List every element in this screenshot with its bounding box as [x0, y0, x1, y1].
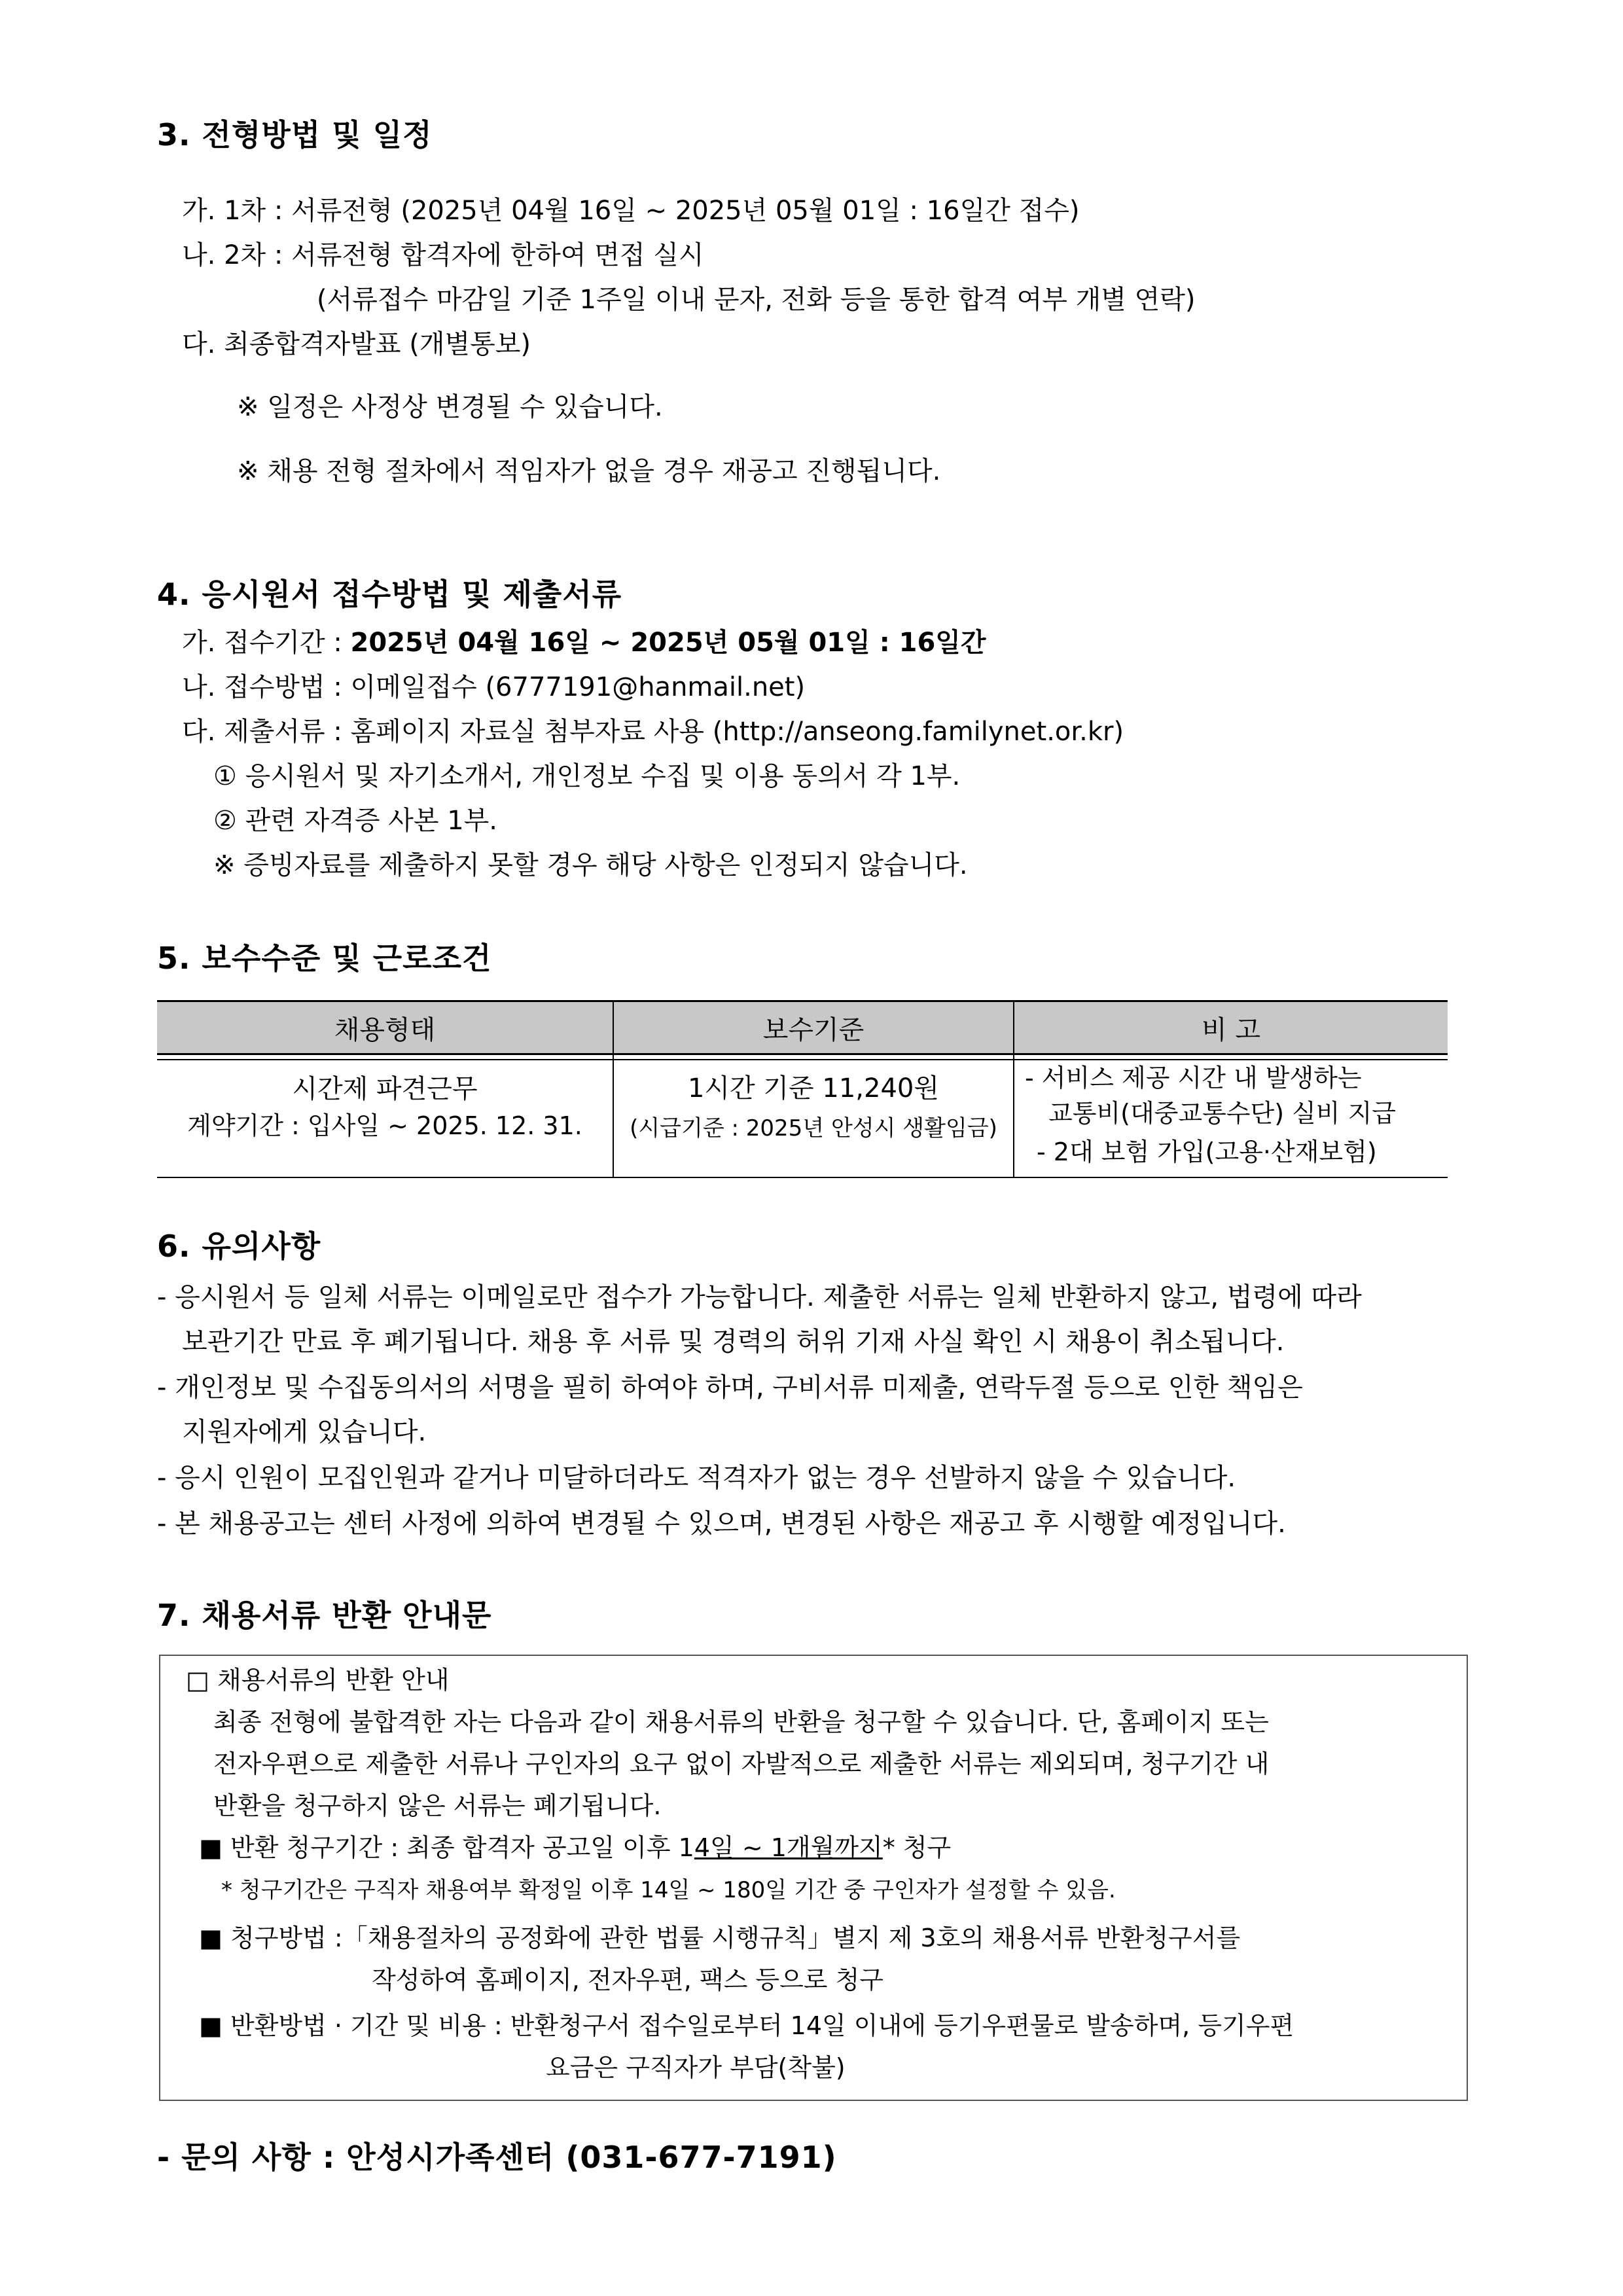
section-7-title: 7. 채용서류 반환 안내문	[157, 1598, 492, 1633]
return-request-period-note: * 청구기간은 구직자 채용여부 확정일 이후 14일 ~ 180일 기간 중 구인자가 설정할 수 있음.	[221, 1877, 1116, 1903]
section-4-method: 나. 접수방법 : 이메일접수 (6777191@hanmail.net)	[182, 672, 806, 702]
pay-table-header-pay: 보수기준	[762, 1014, 865, 1045]
employment-type: 시간제 파견근무	[292, 1074, 478, 1104]
section-4-title: 4. 응시원서 접수방법 및 제출서류	[157, 577, 622, 612]
box-intro-line-2: 전자우편으로 제출한 서류나 구인자의 요구 없이 자발적으로 제출한 서류는 제외되며, 청구기간 내	[213, 1749, 1270, 1778]
note-line-2: 교통비(대중교통수단) 실비 지급	[1048, 1099, 1397, 1128]
pay-table-header-note: 비 고	[1202, 1014, 1260, 1045]
section-5-title: 5. 보수수준 및 근로조건	[157, 941, 492, 976]
section-4-doc-2: ② 관련 자격증 사본 1부.	[213, 806, 498, 836]
section-3-title: 3. 전형방법 및 일정	[157, 117, 433, 152]
section-4-period	[182, 622, 986, 659]
pay-table-cell-type	[157, 1071, 613, 1144]
pay-table-cell-note	[1025, 1060, 1444, 1173]
pay-table	[157, 1000, 1448, 1178]
section-4-period-value: 2025년 04월 16일 ~ 2025년 05월 01일 : 16일간	[350, 628, 986, 658]
pay-table-cell-pay	[614, 1068, 1013, 1148]
return-method-line-1: ■ 반환방법 · 기간 및 비용 : 반환청구서 접수일로부터 14일 이내에 등기우편물로 발송하며, 등기우편	[199, 2011, 1294, 2040]
return-request-period-label: ■ 반환 청구기간 : 최종 합격자 공고일 이후 1	[199, 1833, 694, 1862]
section-3-item-3: 다. 최종합격자발표 (개별통보)	[182, 329, 531, 359]
wage-basis: (시급기준 : 2025년 안성시 생활임금)	[630, 1115, 997, 1141]
return-method-line-2: 요금은 구직자가 부담(착불)	[546, 2053, 846, 2082]
return-request-period-range: 4일 ~ 1개월까지	[694, 1833, 883, 1862]
notice-1-line-1: - 응시원서 등 일체 서류는 이메일로만 접수가 가능합니다. 제출한 서류는 일체 반환하지 않고, 법령에 따라	[157, 1282, 1362, 1312]
request-method-line-1: ■ 청구방법 :「채용절차의 공정화에 관한 법률 시행규칙」별지 제 3호의 채용서류 반환청구서를	[199, 1924, 1241, 1952]
notice-2-line-2: 지원자에게 있습니다.	[182, 1417, 427, 1447]
section-3-item-2: 나. 2차 : 서류전형 합격자에 한하여 면접 실시	[182, 240, 704, 270]
contract-period: 계약기간 : 입사일 ~ 2025. 12. 31.	[187, 1111, 582, 1140]
notice-1-line-2: 보관기간 만료 후 폐기됩니다. 채용 후 서류 및 경력의 허위 기재 사실 확인 시 채용이 취소됩니다.	[182, 1327, 1285, 1357]
notice-2-line-1: - 개인정보 및 수집동의서의 서명을 필히 하여야 하며, 구비서류 미제출, 연락두절 등으로 인한 책임은	[157, 1372, 1303, 1403]
section-3-item-1: 가. 1차 : 서류전형 (2025년 04월 16일 ~ 2025년 05월 01일 : 16일간 접수)	[182, 196, 1080, 226]
section-4-doc-note: ※ 증빙자료를 제출하지 못할 경우 해당 사항은 인정되지 않습니다.	[213, 850, 968, 880]
contact-info: - 문의 사항 : 안성시가족센터 (031-677-7191)	[157, 2140, 837, 2175]
box-intro-line-3: 반환을 청구하지 않은 서류는 폐기됩니다.	[213, 1791, 662, 1820]
section-3-item-2-detail: (서류접수 마감일 기준 1주일 이내 문자, 전화 등을 통한 합격 여부 개별 연락)	[317, 285, 1196, 315]
return-request-period	[199, 1827, 951, 1863]
pay-table-header-type: 채용형태	[334, 1014, 436, 1045]
hourly-wage: 1시간 기준 11,240원	[687, 1073, 940, 1103]
section-4-docs: 다. 제출서류 : 홈페이지 자료실 첨부자료 사용 (http://anseong.familynet.or.kr)	[182, 717, 1124, 747]
note-line-3: - 2대 보험 가입(고용·산재보험)	[1037, 1138, 1377, 1166]
notice-3: - 응시 인원이 모집인원과 같거나 미달하더라도 적격자가 없는 경우 선발하지 않을 수 있습니다.	[157, 1463, 1236, 1493]
note-line-1: - 서비스 제공 시간 내 발생하는	[1025, 1064, 1362, 1092]
box-title: □ 채용서류의 반환 안내	[186, 1666, 450, 1695]
return-request-period-suffix: * 청구	[882, 1833, 952, 1862]
notice-4: - 본 채용공고는 센터 사정에 의하여 변경될 수 있으며, 변경된 사항은 재공고 후 시행할 예정입니다.	[157, 1509, 1286, 1539]
section-6-title: 6. 유의사항	[157, 1229, 321, 1264]
request-method-line-2: 작성하여 홈페이지, 전자우편, 팩스 등으로 청구	[372, 1965, 884, 1994]
section-3-note-1: ※ 일정은 사정상 변경될 수 있습니다.	[237, 392, 663, 422]
section-4-doc-1: ① 응시원서 및 자기소개서, 개인정보 수집 및 이용 동의서 각 1부.	[213, 761, 961, 791]
section-4-period-label: 가. 접수기간 :	[182, 628, 351, 658]
box-intro-line-1: 최종 전형에 불합격한 자는 다음과 같이 채용서류의 반환을 청구할 수 있습니다. 단, 홈페이지 또는	[213, 1708, 1269, 1736]
section-3-note-2: ※ 채용 전형 절차에서 적임자가 없을 경우 재공고 진행됩니다.	[237, 456, 941, 486]
